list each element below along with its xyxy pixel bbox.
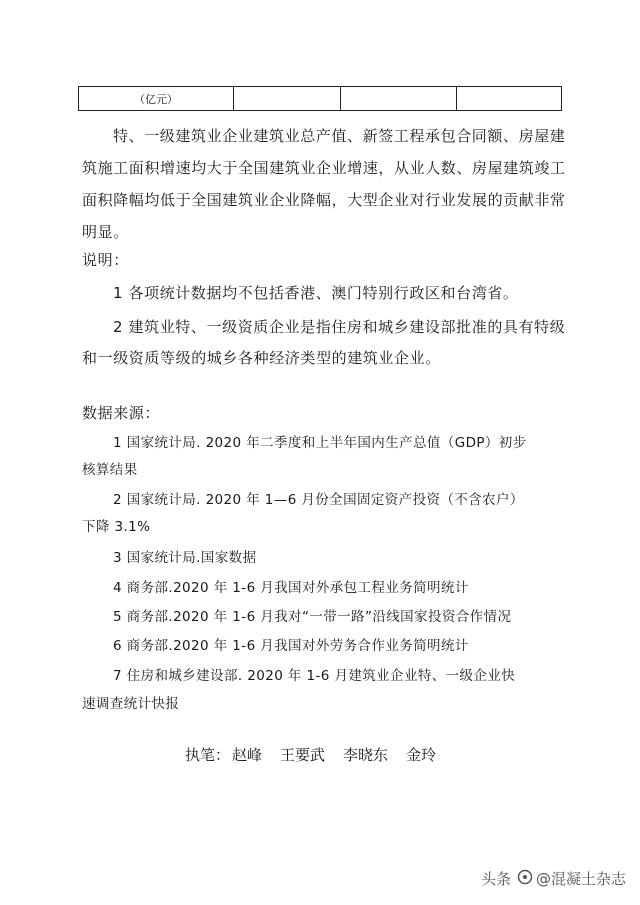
source-5: 5 商务部.2020 年 1-6 月我对“一带一路”沿线国家投资合作情况 (113, 609, 512, 625)
author-name: 王要武 (280, 746, 326, 764)
notes-title: 说明： (82, 251, 129, 269)
note-2-line-2: 和一级资质等级的城乡各种经济类型的建筑业企业。 (82, 349, 441, 367)
source-2-line-2: 下降 3.1% (82, 519, 151, 535)
author-line (185, 744, 454, 765)
sources-title: 数据来源： (82, 404, 161, 422)
watermark-icon (517, 869, 533, 889)
note-2-line-1: 2 建筑业特、一级资质企业是指住房和城乡建设部批准的具有特级 (113, 318, 566, 336)
table-cell-unit: （亿元） (79, 87, 234, 110)
watermark (481, 868, 626, 889)
author-name: 赵峰 (232, 746, 263, 764)
summary-line-4: 明显。 (82, 223, 129, 241)
data-table (78, 86, 562, 111)
table-cell (234, 87, 341, 110)
source-3: 3 国家统计局.国家数据 (113, 550, 257, 566)
summary-line-2: 筑施工面积增速均大于全国建筑业企业增速，从业人数、房屋建筑竣工 (82, 159, 566, 177)
note-1: 1 各项统计数据均不包括香港、澳门特别行政区和台湾省。 (113, 284, 519, 302)
table-cell (341, 87, 457, 110)
source-1-line-2: 核算结果 (82, 462, 138, 478)
source-4: 4 商务部.2020 年 1-6 月我国对外承包工程业务简明统计 (113, 580, 469, 596)
author-label: 执笔： (185, 746, 231, 764)
table-cell (457, 87, 561, 110)
watermark-prefix: 头条 (480, 870, 511, 888)
summary-line-1: 特、一级建筑业企业建筑业总产值、新签工程承包合同额、房屋建 (113, 127, 566, 145)
watermark-account: @混凝土杂志 (535, 870, 626, 888)
author-name: 金玲 (406, 746, 437, 764)
source-2-line-1: 2 国家统计局. 2020 年 1—6 月份全国固定资产投资（不含农户） (113, 492, 524, 508)
source-6: 6 商务部.2020 年 1-6 月我国对外劳务合作业务简明统计 (113, 638, 469, 654)
source-7-line-1: 7 住房和城乡建设部. 2020 年 1-6 月建筑业企业特、一级企业快 (113, 668, 516, 684)
source-1-line-1: 1 国家统计局. 2020 年二季度和上半年国内生产总值（GDP）初步 (113, 435, 527, 451)
summary-line-3: 面积降幅均低于全国建筑业企业降幅，大型企业对行业发展的贡献非常 (82, 191, 566, 209)
source-7-line-2: 速调查统计快报 (82, 696, 180, 712)
author-name: 李晓东 (343, 746, 389, 764)
